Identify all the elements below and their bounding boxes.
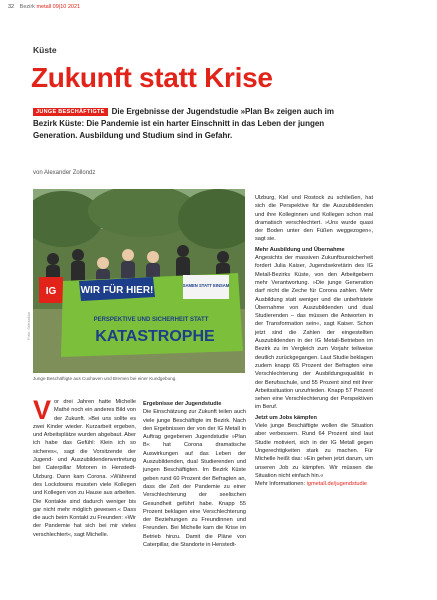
col2-heading: Ergebnisse der Jugendstudie [143, 401, 222, 407]
banner-sub1-text: PERSPEKTIVE UND SICHERHEIT STATT [93, 317, 209, 323]
header-section: Bezirk [19, 4, 35, 10]
col3-text-1: Ulzburg, Kiel und Rostock zu schließen, hat sich die Perspektive für die Auszubildenden und ihre Kolleginnen und Kollegen schon mal dramatisch verschlechtert. »Uns wurde quasi der Boden unter den Füßen weggezogen«, sagt sie. [255, 195, 373, 243]
col3-footer [255, 480, 373, 488]
banner-main-text: WIR FÜR HIER! [80, 285, 154, 296]
photo-caption: Junge Beschäftigte aus Cuxhaven und Bremen bei einer Kundgebung. [33, 376, 177, 381]
rally-photo-illustration [33, 189, 245, 373]
col3-heading-1: Mehr Ausbildung und Übernahme [255, 246, 345, 253]
body-column-1 [33, 395, 136, 539]
body-column-3 [255, 194, 373, 488]
byline: von Alexander Zollondz [33, 170, 96, 176]
col3-heading-2: Jetzt um Jobs kämpfen [255, 414, 317, 421]
header-brand: metall 09|10 2021 [36, 4, 81, 10]
sign-right-text: SAMEN STATT EINSAM [182, 283, 230, 288]
col1-text: or drei Jahren hatte Michelle Mathé noch ein anderes Bild von der Zukunft. »Bei uns sollte es zwei Kinder wieder. Kurzarbeit ergeben, und Arbeitsplätze wurden abgebaut. Aber ich habe das Gefühl: Klein ich so sicheres«, sagt die Vorsitzende der Jugend- und Auszubildendenvertretung bei Caterpillar Motoren in Henstedt-Ulzburg. Dann kam Corona. »Während des Lockdowns mussten viele Kollegen und Kollegen von zu Hause aus arbeiten. Die Kontakte sind dadurch weniger bis gar nicht mehr möglich gewesen.« Dass die auch beim Kontakt zu Freunden: »Wir der Pandemie hat sich bei mir vieles verschlechtert«, sagt Michelle. [33, 399, 136, 538]
rally-photo [33, 189, 245, 373]
lead-paragraph [33, 106, 353, 141]
col3-text-3: Viele junge Beschäftigte wollen die Situation aber verbessern. Rund 64 Prozent sind laut Studie motiviert, sich in der IG Metall gegen Ungerechtigkeiten stark zu machen. Für Michelle heißt das: »Ein gehen jetzt darum, um unseren Job zu kämpfen. Wir müssen die Situation nicht einfach hin.« [255, 423, 373, 479]
banner-sub2-text: KATASTROPHE [95, 328, 215, 345]
drop-cap: V [33, 395, 52, 425]
headline: Zukunft statt Krise [31, 62, 273, 93]
footer-link[interactable]: igmetall.de/jugendstudie [306, 481, 367, 488]
col3-text-2: Angesichts der massiven Zukunftsunsicherheit fordert Julia Kaiser, Jugendsekretärin des IG Metall-Bezirks Küste, von den Arbeitgebern mehr Verantwortung. »Die junge Generation darf nicht die Zeche für Corona zahlen. Mehr Ausbildung statt weniger und die unbefristete Übernahme von Auszubildenden und dual Studierenden – das müssen die Antworten in der Transformation sein«, sagt Kaiser. Schon jetzt sind die Zahlen der eingestellten Auszubildenden in der IG Metall-Betrieben im Bezirk zu im Vergleich zum Vorjahr teilweise deutlich zurückgegangen. Laut Studie beklagen zudem knapp 65 Prozent der Befragten eine Verschlechterung der Ausbildungsqualität in der Berufsschule, und 55 Prozent sind mit ihrer Arbeitssituation unzufrieden. Knapp 57 Prozent sehen eine Verschlechterung der Perspektiven im Beruf. [255, 255, 373, 411]
lead-text: Die Ergebnisse der Jugendstudie »Plan B« zeigen auch im Bezirk Küste: Die Pandemie ist ein harter Einschnitt in das Leben der jungen Generation. Ausbildung und Studium sind in Gefahr. [33, 107, 334, 140]
page-header [8, 4, 80, 10]
col2-text: Die Einschätzung zur Zukunft teilen auch viele junge Beschäftigte im Bezirk. Nach den Ergebnissen der von der IG Metall in Auftrag gegebenen Jugendstudie »Plan B« hat Corona dramatische Auswirkungen auf das Leben der Auszubildenden, dual Studierenden und jungen Beschäftigten. Im Bezirk Küste geben rund 60 Prozent der Befragten an, dass die Zeit der Pandemie zu einer Verschlechterung der seelischen Gesundheit geführt habe. Knapp 55 Prozent beklagen eine Verschlechterung der Beziehungen zu Freundinnen und Freunden. Bei Michelle kam die Krise im Betrieb hinzu. Damit die Pläne von Caterpillar, die Standorte in Henstedt- [143, 409, 246, 549]
footer-label: Mehr Informationen: [255, 481, 306, 488]
body-column-2 [143, 398, 246, 549]
photo-credit: Foto: Sebastian [26, 311, 31, 340]
sign-left-text: IG [45, 286, 57, 297]
region-label: Küste [33, 45, 57, 55]
kicker-badge: JUNGE BESCHÄFTIGTE [33, 108, 108, 116]
page-number: 32 [8, 4, 15, 10]
